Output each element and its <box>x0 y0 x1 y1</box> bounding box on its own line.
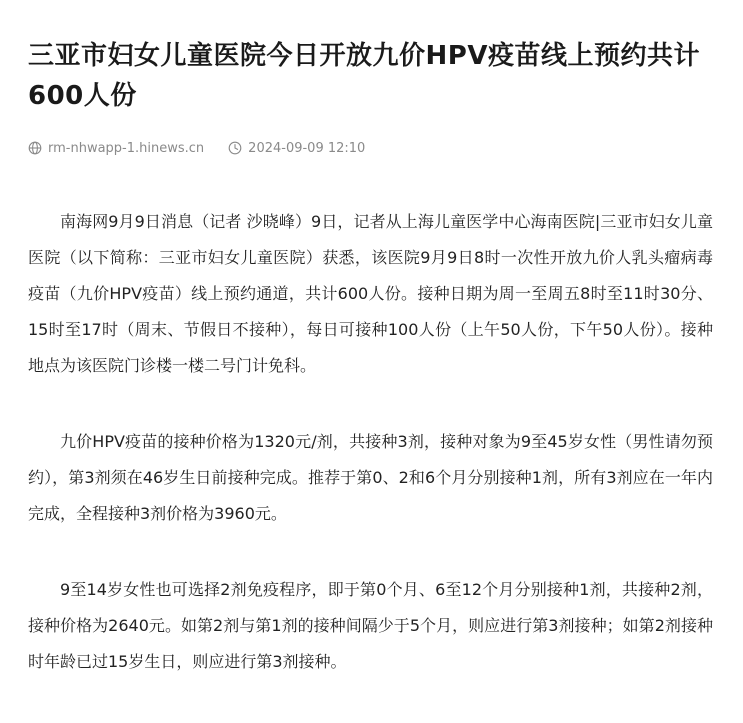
article-source[interactable] <box>28 141 204 156</box>
article-date <box>228 141 365 156</box>
article-paragraph: 九价HPV疫苗的接种价格为1320元/剂，共接种3剂，接种对象为9至45岁女性（男性请勿预约），第3剂须在46岁生日前接种完成。推荐于第0、2和6个月分别接种1剂，所有3剂应在一年内完成，全程接种3剂价格为3960元。 <box>28 432 713 523</box>
article-paragraph: 南海网9月9日消息（记者 沙晓峰）9日，记者从上海儿童医学中心海南医院|三亚市妇女儿童医院（以下简称：三亚市妇女儿童医院）获悉，该医院9月9日8时一次性开放九价人乳头瘤病毒疫苗（九价HPV疫苗）线上预约通道，共计600人份。接种日期为周一至周五8时至11时30分、15时至17时（周末、节假日不接种），每日可接种100人份（上午50人份，下午50人份）。接种地点为该医院门诊楼一楼二号门计免科。 <box>28 212 713 375</box>
globe-icon <box>28 141 42 155</box>
article-body <box>28 204 713 680</box>
clock-icon <box>228 141 242 155</box>
date-text: 2024-09-09 12:10 <box>248 140 366 156</box>
article-paragraph: 9至14岁女性也可选择2剂免疫程序，即于第0个月、6至12个月分别接种1剂，共接种2剂，接种价格为2640元。如第2剂与第1剂的接种间隔少于5个月，则应进行第3剂接种；如第2剂接种时年龄已过15岁生日，则应进行第3剂接种。 <box>28 580 713 671</box>
source-text: rm-nhwapp-1.hinews.cn <box>48 140 205 156</box>
article-meta <box>28 136 713 160</box>
article-title: 三亚市妇女儿童医院今日开放九价HPV疫苗线上预约共计600人份 <box>28 41 700 111</box>
